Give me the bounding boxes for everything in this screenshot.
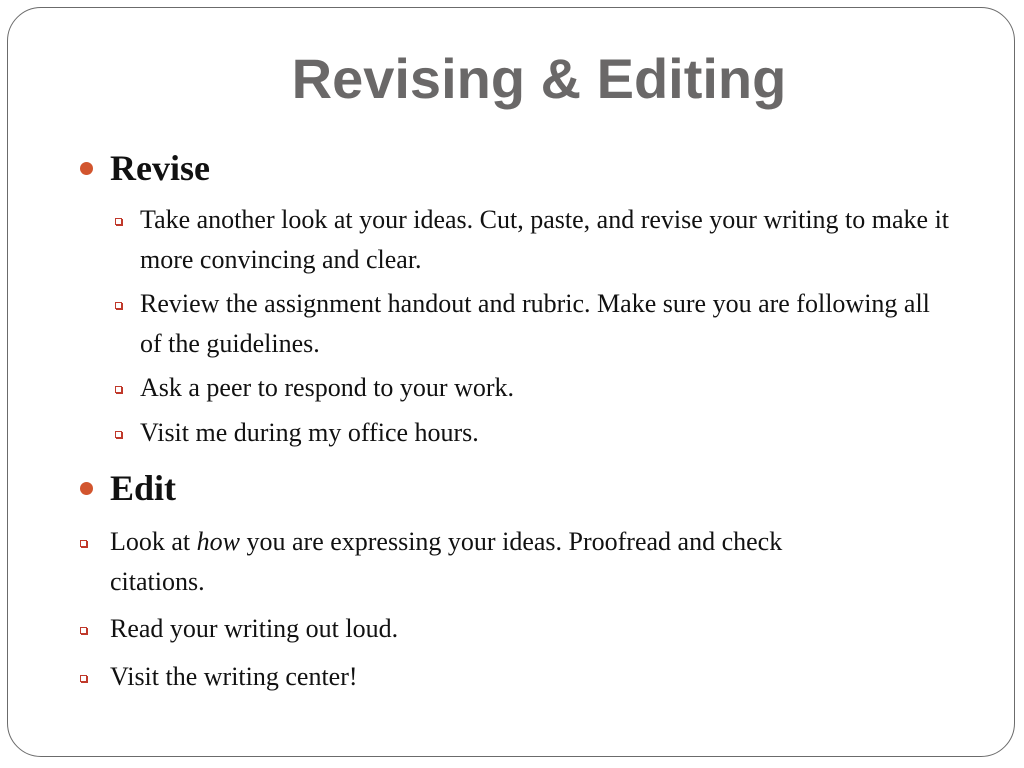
- square-bullet-icon: [115, 386, 122, 393]
- slide-title: Revising & Editing: [291, 47, 787, 110]
- list-item-text: Visit the writing center!: [110, 662, 358, 691]
- list-item-text: Read your writing out loud.: [110, 614, 399, 643]
- square-bullet-icon: [80, 540, 87, 547]
- square-bullet-icon: [115, 431, 122, 438]
- list-item-text: Ask a peer to respond to your work.: [140, 373, 515, 402]
- section-heading: Edit: [110, 468, 177, 508]
- square-bullet-icon: [80, 675, 87, 682]
- text-before: Look at: [110, 527, 197, 556]
- bullet-dot-icon: [80, 482, 93, 495]
- square-bullet-icon: [80, 627, 87, 634]
- square-bullet-icon: [115, 302, 122, 309]
- text-after: you are expressing your ideas. Proofread and check citations.: [110, 527, 783, 596]
- section-heading: Revise: [110, 148, 210, 188]
- emphasis-text: how: [196, 527, 240, 556]
- list-item-text: [110, 522, 880, 602]
- list-item-text: Take another look at your ideas. Cut, paste, and revise your writing to make it more convincing and clear.: [140, 205, 950, 274]
- square-bullet-icon: [115, 218, 122, 225]
- list-item-text: Review the assignment handout and rubric. Make sure you are following all of the guidelines.: [140, 289, 930, 358]
- list-item-text: Visit me during my office hours.: [140, 418, 479, 447]
- bullet-dot-icon: [80, 162, 93, 175]
